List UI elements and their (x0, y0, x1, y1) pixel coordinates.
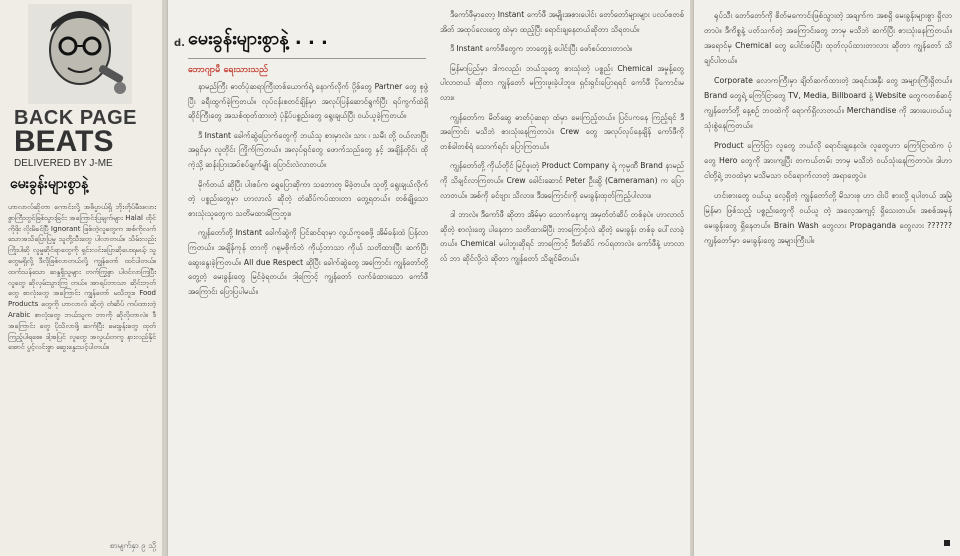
article-byline: ဘောဂျာမီ ရေးသားသည် (188, 65, 268, 75)
paragraph: Corporate လောကကြီးမှာ ချိတ်ဆက်ထားတဲ့ အရင်းအနှီး တွေ အများကြီးရှိတယ်။ Brand တွေရဲ့ ကြော်ငြာတွေ TV, Media, Billboard နဲ့ Website တွေကတစ်ဆင့် ကျွန်တော်တို့ နေ့စဉ် ဘဝထဲကို ရောက်ရှိလာတယ်။ Merchandise ကို အားပေးဝယ်ယူ သုံးစွဲနေကြတယ်။ (704, 76, 952, 130)
paragraph: ကျွန်တော်တို့ Instant ခေါက်ဆွဲကို ပြင်ဆင်ရာမှာ လွယ်ကူစေဖို့ အိမ်ခန်းထဲ ပြန်လာကြတယ်။ အချိန်ကုန် တာကို ဂရုမစိုက်ဘဲ ကိုယ့်ဘာသာ ကိုယ် သတိထားပြီး ဆက်ပြီး ဆွေးနွေးခဲ့ကြတယ်။ All due Respect ဆိုပြီး ခေါက်ဆွဲတွေ အကြောင်း ကျွန်တော်တို့ တွေ့တဲ့ မေးခွန်းတွေ မြင်ခဲ့ရတယ်။ ဒါ့ကြောင့် ကျွန်တော် လက်ခံထားသော ကော်ဖီ အကြောင်း ပြောပြပါမယ်။ (188, 228, 428, 296)
paragraph: ကျွန်တော်က မိတ်ဆွေ ဓာတ်ပုံဆရာ ထံမှာ မေးကြည့်တယ်။ ပြင်ပကနေ ကြည့်ရင် ဒီအကြောင်း မသိဘဲ စားသုံးနေကြတာပဲ။ Crew တွေ အလုပ်လုပ်နေချိန် ကော်ဖီကို တစ်ခါတစ်ရံ သောက်ရင်း ပြောကြတယ်။ (440, 112, 684, 151)
paragraph: နာမည်ကြီး ဓာတ်ပုံဆရာကြီးတစ်ယောက်ရဲ့ နောက်လိုက် ပို့စ်တွေ Partner တွေ စုဖွဲ့ပြီး ခရီးထွက်ခဲ့ကြတယ်။ လုပ်ငန်းစတင်ချိန်မှာ အလုပ်ပြန်ဆောင်ရွက်ပြီး ရပ်ကွက်ထဲရှိ ဆိုင်ကြီးတွေ အသစ်ထုတ်ထားတဲ့ ပုံနှိပ်ပစ္စည်းတွေ ရွေးချယ်ပြီး ဝယ်ယူခဲ့ကြတယ်။ (188, 82, 428, 121)
continued-note: စာမျက်နှာ ၉ သို့ (109, 541, 156, 550)
paragraph: ဒါ ဘာလဲ။ ဒီကော်ဖီ ဆိုတာ အိမ်မှာ သောက်နေကျ အမှတ်တံဆိပ် တစ်ခုပဲ။ ဟာလာလ် ဆိုတဲ့ စာလုံးတွေ ပါနေတာ သတိထားမိပြီး ဘာကြောင့်လဲ ဆိုတဲ့ မေးခွန်း တစ်ခု ပေါ်လာခဲ့တယ်။ Chemical မပါဘူးဆိုရင် ဘာကြောင့် ဒီတံဆိပ် ကပ်ရတာလဲ။ ကော်ဖီနဲ့ ဟာလာလ် ဘာ ဆိုင်လို့လဲ ဆိုတာ ကျွန်တော် သိချင်မိတယ်။ (440, 210, 684, 263)
paragraph: မိုက်တယ် ဆိုပြီး ပါးစပ်က ရွှေပြောဆိုကာ သဘောတူ မိခဲ့တယ်။ သူတို့ ရွေးချယ်လိုက်တဲ့ ပစ္စည်းတွေမှာ ဟာလာလ် ဆိုတဲ့ တံဆိပ်ကပ်ထားတာ တွေ့ရတယ်။ တစ်ချို့သော စားသုံးသူတွေက သတိမထားမိကြဘူး။ (188, 179, 428, 218)
article-title: မေးခွန်းများစွာနဲ့ . . . (188, 28, 328, 49)
paragraph: ဒီ Instant ခေါက်ဆွဲပြောက်တွေကို ဘယ်သူ စားမှာလဲ။ သား ၊ သမီး တို့ ဝယ်လာပြီး အရှင်မှာ လူတိုင်း ကြိုက်ကြတယ်။ အလုပ်ရှင်တွေ ဖောက်သည်တွေ နှင့် အချိန်တိုင်း ထိုကဲ့သို့ ဆန်းပြားအပ်စပ်ချက်မျိုး ပြောင်းလဲလာတယ်။ (188, 130, 428, 169)
article-column-2 (440, 8, 684, 552)
article-column-3 (704, 8, 952, 528)
page-marker: d. (174, 38, 185, 49)
title-divider (188, 58, 426, 59)
masthead-beats: BEATS (14, 125, 114, 158)
article-main-panel (168, 0, 690, 556)
sidebar-column-text: ဟာလာလ်ဆိုတာ ကောင်းလို့ အဓိပ္ပာယ်ရှိ ဘိုးတိုပ်မီးဖလားစွာကြီးတွင်ဖြစ်သွားခြင်း အကြောင်းပြချက်များ Halal ထိုင်ကိုဖိုး လိုးမိခင်ပြီ Ignorant ဖြစ်တဲ့လူတွေက အစ်ကိုလက်သောအသိပြောပြမှု သူတို့သီးတွေ ပါလာတယ်။ သိမ်းလည်းကြိုးပါဆို လူမှုဆိုင်ရာတွေကို ရှင်းလင်းပြောဆိုပေးရမယ့် သူတွေမရှိလို့ ဒီလိုဖြစ်လာတယ်လို့ ကျွန်တော် ထင်ပါတယ်။ ထက်သန်သော ဆန္ဒရှိသူများ တက်ကြွစွာ ပါဝင်လာကြပြီး လူတွေ ဆိုလှမ်းသွားကြ တယ်။ အာရပ်ဘာသာ ဆိုင်းဘုတ်တွေ စာလုံးတွေ အကြောင်း ကျွန်တော် မသိဘူး။ Food Products တွေကို ဟာလာလ် ဆိုတဲ့ တံဆိပ် ကပ်ထားတဲ့ Arabic စာလုံးတွေ ဘယ်သူက ဘာကို ဆိုလိုတာလဲ။ ဒီအကြောင်း တွေ ပိုသိလာဖို့ ဆက်ပြီး မေးခွန်းတွေ ထုတ်ကြည့်ပါရစေ။ ဒါ့အပြင် လူတွေ အလွယ်တကူ နားလည်နိုင်အောင် ပွင့်လင်းစွာ ဆွေးနွေးသင့်ပါတယ်။ (8, 203, 156, 352)
caricature-portrait-image (28, 4, 132, 104)
article-column-1 (188, 80, 428, 550)
paragraph: ဒီ Instant ကော်ဖီတွေက ဘာတွေနဲ့ ပေါင်းပြီး ဖော်စပ်ထားတာလဲ။ (450, 44, 633, 54)
paragraph: မြန်မာပြည်မှာ ဒါကလည်း ဘယ်သူတွေ စားသုံးတဲ့ ပစ္စည်း Chemical အမှုန့်တွေ ပါလာတယ် ဆိုတာ ကျွန်တော် မကြားဖူးခဲ့ပါဘူး။ ရှင်းရှင်းပြောရရင် ကော်ဖီ ပိုကောင်းမလား။ (440, 63, 684, 102)
sidebar-column-title: မေးခွန်းများစွာနဲ့ (10, 176, 89, 192)
paragraph: ကျွန်တော်တို့ ကိုယ်တိုင် မြင်ဖူးတဲ့ Product Company ရဲ့ ကုမ္ပဏီ Brand နာမည်ကို သိချင်လာကြတယ်။ Crew ခေါင်းဆောင် Peter ဦးဆွိ (Cameraman) က ပြောလာတယ်။ အစ်ကို ခင်ဗျား သိလား။ ဒီအကြောင်းကို မေးခွန်းထုတ်ကြည့်ပါလား။ (440, 161, 684, 200)
paragraph: ဒီကော်ဖီမှာတော့ Instant ကော်ဖီ အမျိုးအစားပေါင်း တော်တော်များများ ပလပ်စတစ်အိတ် အထုပ်လေးတွေ ထဲမှာ ထည့်ပြီး ရောင်းချနေတယ်ဆိုတာ သိရတယ်။ (440, 10, 684, 34)
paragraph: ဟင်းစားတွေ ဝယ်ယူ လေ့ရှိတဲ့ ကျွန်တော်တို့ မိသားစု ဟာ ငါးပိ စားလို့ ရပါတယ် အမြဲ မြန်မာ ဖြစ်သည့် ပစ္စည်းတွေကို ဝယ်ယူ တဲ့ အလေ့အကျင့် ရှိသေးတယ်။ အစစ်အမှန် မေးခွန်းတွေ ရှိနေတယ်။ Brain Wash တွေလား Propaganda တွေလား ?????? ကျွန်တော်မှာ မေးခွန်းတွေ အများကြီးပါ။ (704, 191, 952, 245)
masthead-back-page: BACK PAGE (14, 107, 138, 129)
column-sidebar-panel (0, 0, 162, 556)
article-continuation-panel (694, 0, 960, 556)
article-end-mark (944, 540, 950, 546)
paragraph: ရုပ်သီး တော်တော်ကို စိတ်မကောင်းဖြစ်သွားတဲ့ အချက်က အစရှိ မေးခွန်းများစွာ ရှိလာတာပဲ။ ဒီကိစ္စနဲ့ ပတ်သက်တဲ့ အကြောင်းတွေ ဘာမှ မသိဘဲ ဆက်ပြီး စားသုံးနေကြတယ်။ အရောင်မှ Chemical တွေ ပေါင်းစပ်ပြီး ထုတ်လုပ်ထားတာလား ဆိုတာ ကျွန်တော် သိချင်ပါတယ်။ (704, 11, 952, 65)
masthead-author: DELIVERED BY J-ME (14, 158, 113, 169)
paragraph: Product ကြော်ငြာ လူတွေ ဘယ်လို ရောင်းချနေလဲ။ လူတွေဟာ ကြော်ငြာထဲက ပုံတွေ Hero တွေကို အားကျပြီး တကယ်တမ်း ဘာမှ မသိဘဲ ဝယ်သုံးနေကြတာပဲ။ ဒါဟာ ငါတို့ရဲ့ ဘဝထဲမှာ မသိမသာ ဝင်ရောက်လာတဲ့ အရာတွေပဲ။ (704, 141, 952, 180)
